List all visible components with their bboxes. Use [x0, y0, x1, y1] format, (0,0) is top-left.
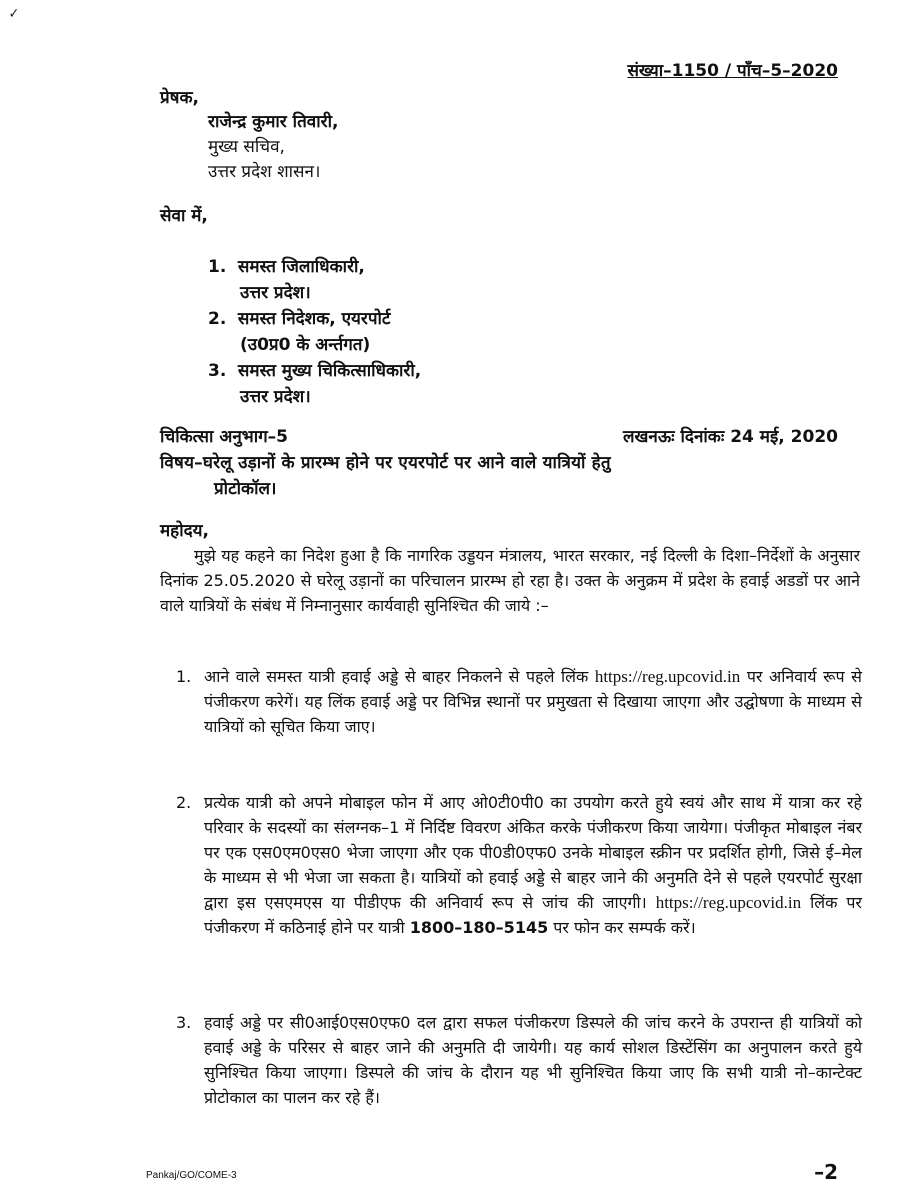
helpline-number: 1800–180–5145	[409, 918, 549, 937]
list-item	[176, 790, 862, 940]
corner-check-mark: ✓	[8, 6, 20, 22]
sender-label: प्रेषक,	[160, 88, 200, 108]
recipient-item	[208, 254, 421, 280]
place-date: लखनऊः दिनांकः 24 मई, 2020	[622, 427, 838, 447]
list-item-text: हवाई अड्डे पर सी0आई0एस0एफ0 दल द्वारा सफल पंजीकरण डिस्पले की जांच करने के उपरान्त ही यात्रियों को हवाई अड्डे के परिसर से बाहर जाने की अनुमति दी जायेगी। यह कार्य सोशल डिस्टेंसिंग का अनुपालन करते हुये सुनिश्चित किया जाएगा। डिस्पले की जांच के दौरान यह भी सुनिश्चित किया जाए कि सभी यात्री नो–कान्टेक्ट प्रोटोकाल का पालन कर रहे हैं।	[204, 1013, 862, 1107]
recipient-line: समस्त जिलाधिकारी,	[237, 257, 365, 277]
department: चिकित्सा अनुभाग–5	[160, 427, 289, 447]
recipient-line: समस्त मुख्य चिकित्साधिकारी,	[237, 361, 422, 381]
registration-link[interactable]: https://reg.upcovid.in	[655, 893, 802, 912]
sender-block	[208, 110, 338, 185]
recipient-number: 2.	[208, 309, 227, 329]
text-segment: आने वाले समस्त यात्री हवाई अड्डे से बाहर निकलने से पहले लिंक	[204, 667, 595, 686]
list-item-number: 1.	[176, 667, 192, 686]
recipients-label: सेवा में,	[160, 206, 208, 226]
recipient-number: 1.	[208, 257, 227, 277]
footer-code: Pankaj/GO/COME-3	[146, 1170, 237, 1181]
text-segment: पर फोन कर सम्पर्क करें।	[548, 918, 696, 937]
registration-link[interactable]: https://reg.upcovid.in	[594, 667, 741, 686]
salutation: महोदय,	[160, 521, 209, 541]
recipient-line: समस्त निदेशक, एयरपोर्ट	[237, 309, 391, 329]
list-item	[176, 1010, 862, 1110]
list-item	[176, 664, 862, 739]
list-item-text	[204, 790, 862, 940]
list-item-number: 2.	[176, 793, 192, 812]
sender-designation: मुख्य सचिव,	[208, 137, 285, 157]
list-item-text	[204, 664, 862, 739]
reference-number: संख्या–1150 / पाँच–5–2020	[627, 61, 838, 81]
recipient-number: 3.	[208, 361, 227, 381]
intro-paragraph: मुझे यह कहने का निदेश हुआ है कि नागरिक उड्डयन मंत्रालय, भारत सरकार, नई दिल्ली के दिशा–निर्देशों के अनुसार दिनांक 25.05.2020 से घरेलू उड़ानों का परिचालन प्रारम्भ हो रहा है। उक्त के अनुक्रम में प्रदेश के हवाई अडडों पर आने वाले यात्रियों के संबंध में निम्नानुसार कार्यवाही सुनिश्चित की जाये :–	[160, 546, 860, 615]
recipient-line: उत्तर प्रदेश।	[240, 283, 311, 303]
sender-office: उत्तर प्रदेश शासन।	[208, 162, 321, 182]
text-segment: लिंक पर पंजीकरण में कठिनाई होने पर यात्री	[204, 893, 862, 937]
recipient-line: उत्तर प्रदेश।	[240, 387, 311, 407]
list-item-number: 3.	[176, 1013, 192, 1032]
text-segment: पर अनिवार्य रूप से पंजीकरण करेगें। यह लिंक हवाई अड्डे पर विभिन्न स्थानों पर प्रमुखता से दिखाया जाएगा और उद्घोषणा के माध्यम से यात्रियों को सूचित किया जाए।	[204, 667, 862, 736]
recipient-item	[208, 358, 421, 384]
recipient-line: (उ0प्र0 के अर्न्तगत)	[240, 335, 371, 355]
text-segment: प्रत्येक यात्री को अपने मोबाइल फोन में आए ओ0टी0पी0 का उपयोग करते हुये स्वयं और साथ में यात्रा कर रहे परिवार के सदस्यों का संलग्नक–1 में निर्दिष्ट विवरण अंकित करके पंजीकरण किया जायेगा। पंजीकृत मोबाइल नंबर पर एक एस0एम0एस0 भेजा जाएगा और एक पी0डी0एफ0 उनके मोबाइल स्क्रीन पर प्रदर्शित होगी, जिसे ई–मेल के माध्यम से भी भेजा जा सकता है। यात्रियों को हवाई अड्डे से बाहर जाने की अनुमति देने से पहले एयरपोर्ट सुरक्षा द्वारा इस एसएमएस या पीडीएफ की अनिवार्य रूप से जांच की जाएगी।	[204, 793, 862, 912]
sender-name: राजेन्द्र कुमार तिवारी,	[208, 112, 339, 132]
recipients-list	[208, 254, 421, 410]
subject-line: विषय–घरेलू उड़ानों के प्रारम्भ होने पर एयरपोर्ट पर आने वाले यात्रियों हेतु	[160, 453, 611, 473]
subject-line-continued: प्रोटोकॉल।	[214, 479, 277, 499]
recipient-item	[208, 306, 421, 332]
page-continuation-marker: –2	[814, 1160, 838, 1184]
